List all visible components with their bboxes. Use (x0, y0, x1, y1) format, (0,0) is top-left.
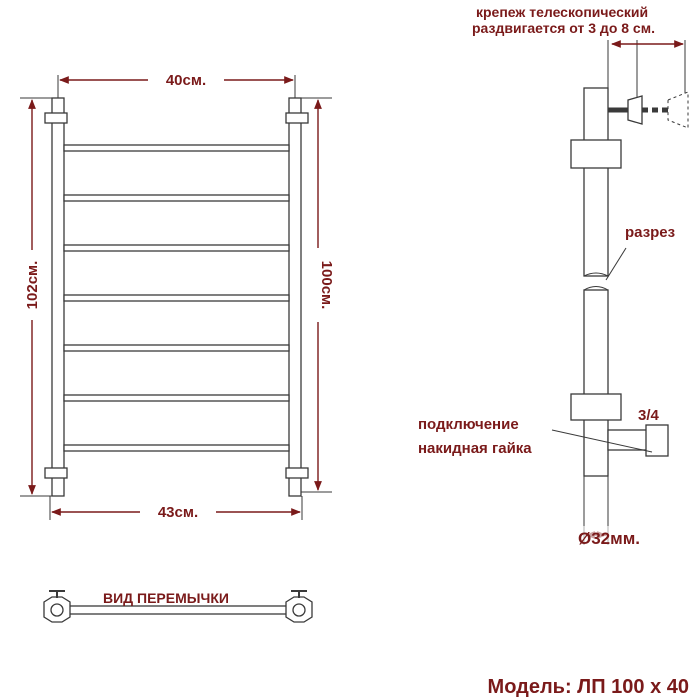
height-left-label: 102см. (24, 260, 41, 310)
rung-6 (64, 395, 289, 401)
right-upright (289, 98, 301, 496)
width-top-label: 40см. (165, 72, 207, 89)
side-upright-lower (584, 290, 608, 476)
height-right-label: 100см. (318, 260, 335, 310)
side-upright-upper (584, 88, 608, 276)
width-bottom-label: 43см. (157, 504, 199, 521)
rung-5 (64, 345, 289, 351)
bracket-top-left (45, 113, 67, 123)
left-upright (52, 98, 64, 496)
rung-2 (64, 195, 289, 201)
bracket-bottom-left (45, 468, 67, 478)
model-label: Модель: ЛП 100 х 40 (487, 676, 689, 698)
side-bracket-bottom (571, 394, 621, 420)
jumper-view (44, 590, 312, 622)
bracket-bottom-right (286, 468, 308, 478)
mount-label-line1: крепеж телескопический (476, 4, 649, 20)
rung-1 (64, 145, 289, 151)
thread-label: 3/4 (638, 407, 659, 424)
connection-label-line2: накидная гайка (418, 440, 532, 457)
front-view (20, 70, 335, 521)
diameter-label: Ø32мм. (578, 529, 641, 548)
jumper-view-label: ВИД ПЕРЕМЫЧКИ (103, 590, 229, 606)
side-bracket-top (571, 140, 621, 168)
jumper-bar (58, 606, 298, 614)
bracket-top-right (286, 113, 308, 123)
rungs (64, 145, 289, 451)
cut-label: разрез (625, 224, 676, 241)
side-view (418, 4, 688, 548)
wall-flange (628, 96, 642, 124)
mount-label-line2: раздвигается от 3 до 8 см. (472, 20, 655, 36)
rung-3 (64, 245, 289, 251)
rung-4 (64, 295, 289, 301)
connection-label-line1: подключение (418, 416, 519, 433)
rung-7 (64, 445, 289, 451)
